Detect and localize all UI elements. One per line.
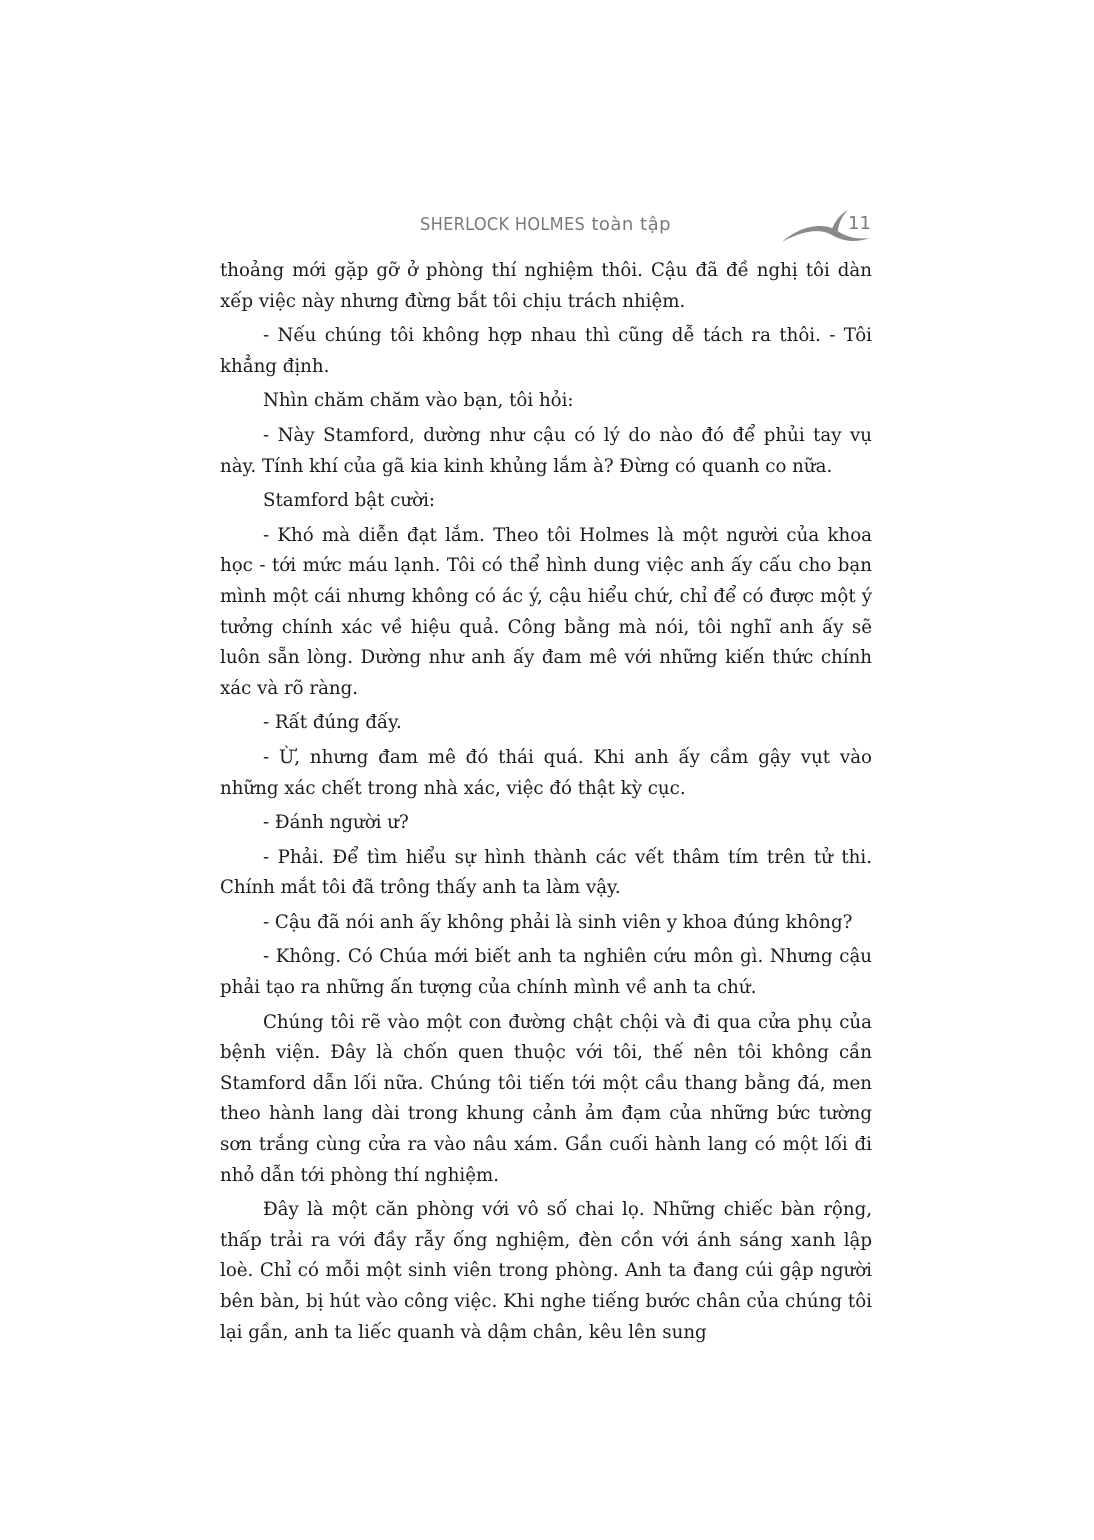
paragraph: - Này Stamford, dường như cậu có lý do nào đó để phủi tay vụ này. Tính khí của gã kia kinh khủng lắm à? Đừng có quanh co nữa.: [220, 424, 872, 477]
series-title: SHERLOCK HOLMES: [420, 214, 586, 235]
body-text: [220, 256, 872, 1352]
paragraph: - Khó mà diễn đạt lắm. Theo tôi Holmes là một người của khoa học - tới mức máu lạnh. Tôi có thể hình dung việc anh ấy cấu cho bạn mình một cái nhưng không có ác ý, cậu hiểu chứ, chỉ để có được một ý tưởng chính xác về hiệu quả. Công bằng mà nói, tôi nghĩ anh ấy sẽ luôn sẵn lòng. Dường như anh ấy đam mê với những kiến thức chính xác và rõ ràng.: [220, 524, 872, 699]
page-number: 11: [848, 213, 871, 234]
paragraph: - Rất đúng đấy.: [263, 712, 402, 734]
paragraph: - Ừ, nhưng đam mê đó thái quá. Khi anh ấy cầm gậy vụt vào những xác chết trong nhà xác, việc đó thật kỳ cục.: [220, 746, 872, 799]
paragraph: - Nếu chúng tôi không hợp nhau thì cũng dễ tách ra thôi. - Tôi khẳng định.: [220, 325, 872, 377]
running-header-title: [420, 214, 671, 235]
paragraph: Chúng tôi rẽ vào một con đường chật chội và đi qua cửa phụ của bệnh viện. Đây là chốn quen thuộc với tôi, thế nên tôi không cần Stamford dẫn lối nữa. Chúng tôi tiến tới một cầu thang bằng đá, men theo hành lang dài trong khung cảnh ảm đạm của những bức tường sơn trắng cùng cửa ra vào nâu xám. Gần cuối hành lang có một lối đi nhỏ dẫn tới phòng thí nghiệm.: [220, 1011, 872, 1186]
paragraph: Stamford bật cười:: [263, 490, 436, 512]
paragraph: - Cậu đã nói anh ấy không phải là sinh viên y khoa đúng không?: [263, 911, 853, 933]
paragraph: Nhìn chăm chăm vào bạn, tôi hỏi:: [263, 390, 574, 412]
paragraph: Đây là một căn phòng với vô số chai lọ. Những chiếc bàn rộng, thấp trải ra với đầy rẫy ống nghiệm, đèn cồn với ánh sáng xanh lập loè. Chỉ có mỗi một sinh viên trong phòng. Anh ta đang cúi gập người bên bàn, bị hút vào công việc. Khi nghe tiếng bước chân của chúng tôi lại gần, anh ta liếc quanh và dậm chân, kêu lên sung: [220, 1199, 872, 1343]
series-subtitle: toàn tập: [591, 214, 672, 235]
paragraph: thoảng mới gặp gỡ ở phòng thí nghiệm thôi. Cậu đã đề nghị tôi dàn xếp việc này nhưng đừng bắt tôi chịu trách nhiệm.: [220, 260, 872, 312]
running-header: [0, 0, 1094, 260]
paragraph: - Phải. Để tìm hiểu sự hình thành các vết thâm tím trên tử thi. Chính mắt tôi đã trông thấy anh ta làm vậy.: [220, 846, 872, 899]
paragraph: - Đánh người ư?: [263, 812, 409, 834]
paragraph: - Không. Có Chúa mới biết anh ta nghiên cứu môn gì. Nhưng cậu phải tạo ra những ấn tượng của chính mình về anh ta chứ.: [220, 946, 872, 999]
